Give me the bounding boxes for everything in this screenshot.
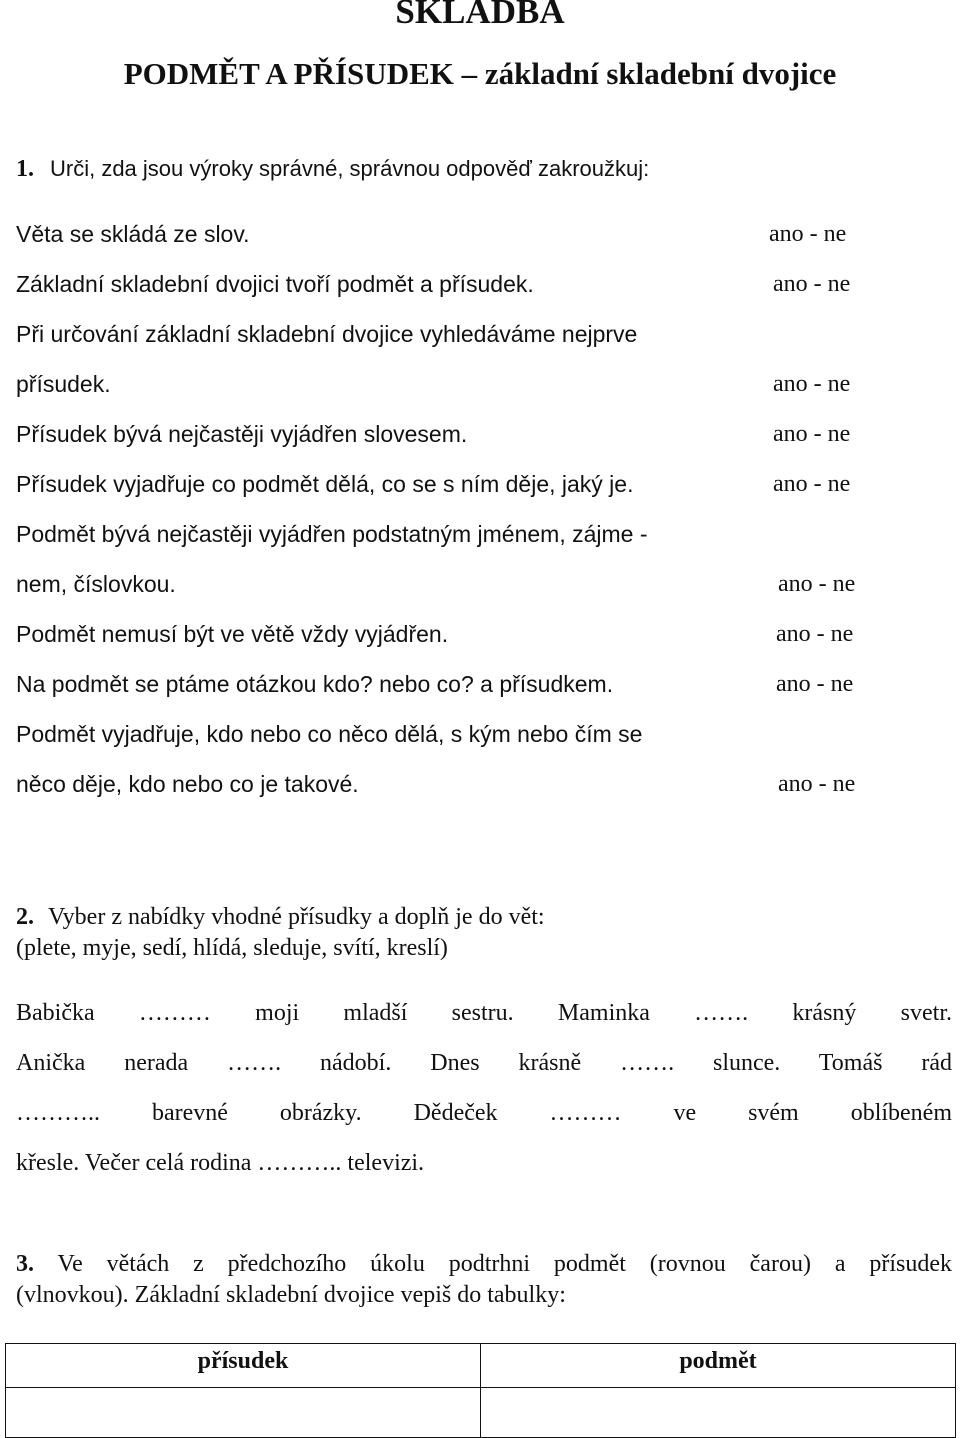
task1-line: Věta se skládá ze slov. — [16, 221, 250, 247]
answer-table — [5, 1343, 956, 1438]
table-header-prisudek: přísudek — [6, 1344, 481, 1388]
task3-line: (vlnovkou). Základní skladební dvojice vepiš do tabulky: — [16, 1282, 566, 1308]
answer-option[interactable]: ano - ne — [776, 621, 854, 647]
answer-option[interactable]: ano - ne — [769, 221, 847, 247]
task2-line: Anička nerada ……. nádobí. Dnes krásně ……. slunce. Tomáš rád — [16, 1050, 952, 1076]
task1-number: 1. — [16, 156, 34, 182]
answer-option[interactable]: ano - ne — [773, 371, 851, 397]
answer-option[interactable]: ano - ne — [778, 571, 856, 597]
answer-option[interactable]: ano - ne — [773, 421, 851, 447]
task2-options: (plete, myje, sedí, hlídá, sleduje, svítí, kreslí) — [16, 935, 448, 961]
table-row[interactable] — [6, 1388, 956, 1438]
task1-line: Podmět bývá nejčastěji vyjádřen podstatným jménem, zájme - — [16, 521, 648, 547]
task1-heading — [16, 156, 649, 183]
page-title: SKLADBA — [395, 0, 565, 31]
task1-line: nem, číslovkou. — [16, 571, 176, 597]
task3-line — [16, 1251, 952, 1278]
table-header-row — [6, 1344, 956, 1388]
task1-line: něco děje, kdo nebo co je takové. — [16, 771, 359, 797]
answer-option[interactable]: ano - ne — [773, 471, 851, 497]
task2-heading — [16, 904, 545, 931]
task2-line: křesle. Večer celá rodina ……….. televizi. — [16, 1150, 425, 1176]
answer-option[interactable]: ano - ne — [776, 671, 854, 697]
task3-number: 3. — [16, 1251, 34, 1277]
table-cell-prisudek[interactable] — [6, 1388, 481, 1438]
table-cell-podmet[interactable] — [481, 1388, 956, 1438]
task2-instruction: Vyber z nabídky vhodné přísudky a doplň je do vět: — [48, 904, 545, 930]
answer-option[interactable]: ano - ne — [778, 771, 856, 797]
task1-line: Při určování základní skladební dvojice vyhledáváme nejprve — [16, 321, 638, 347]
table-header-podmet: podmět — [481, 1344, 956, 1388]
page-subtitle: PODMĚT A PŘÍSUDEK – základní skladební dvojice — [123, 56, 837, 91]
task2-number: 2. — [16, 904, 34, 930]
task1-line: Základní skladební dvojici tvoří podmět a přísudek. — [16, 271, 534, 297]
task2-line: ……….. barevné obrázky. Dědeček ……… ve svém oblíbeném — [16, 1100, 952, 1126]
task1-line: Na podmět se ptáme otázkou kdo? nebo co? a přísudkem. — [16, 671, 614, 697]
task1-instruction: Urči, zda jsou výroky správné, správnou odpověď zakroužkuj: — [50, 156, 650, 181]
task1-line: Podmět vyjadřuje, kdo nebo co něco dělá, s kým nebo čím se — [16, 721, 643, 747]
task1-line: přísudek. — [16, 371, 111, 397]
task2-line: Babička ……… moji mladší sestru. Maminka ……. krásný svetr. — [16, 1000, 952, 1026]
task1-line: Podmět nemusí být ve větě vždy vyjádřen. — [16, 621, 449, 647]
task3-text: Ve větách z předchozího úkolu podtrhni podmět (rovnou čarou) a přísudek — [57, 1251, 952, 1277]
answer-option[interactable]: ano - ne — [773, 271, 851, 297]
task1-line: Přísudek vyjadřuje co podmět dělá, co se s ním děje, jaký je. — [16, 471, 634, 497]
task1-line: Přísudek bývá nejčastěji vyjádřen slovesem. — [16, 421, 468, 447]
